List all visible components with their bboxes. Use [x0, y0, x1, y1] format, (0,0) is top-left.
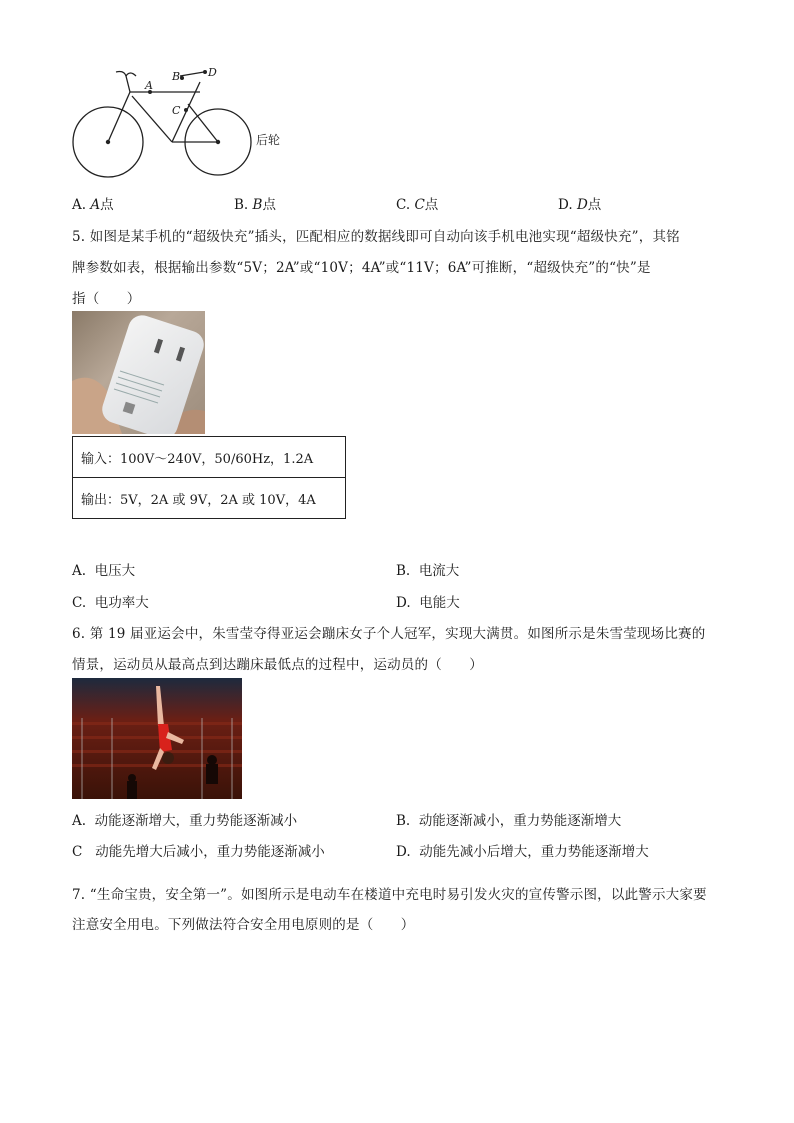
q6-option-d: D. 动能先减小后增大，重力势能逐渐增大	[396, 844, 649, 860]
q4-option-d: D. D点	[558, 197, 602, 213]
q7-stem-line2: 注意安全用电。下列做法符合安全用电原则的是（ ）	[72, 917, 415, 933]
label-a: A	[145, 79, 153, 92]
q4-option-a: A. A点	[72, 197, 114, 213]
trampoline-photo	[72, 678, 242, 799]
point-d	[203, 70, 207, 74]
q6-option-a: A. 动能逐渐增大，重力势能逐渐减小	[72, 813, 298, 829]
point-b	[180, 76, 184, 80]
q5-stem-line2: 牌参数如表，根据输出参数“5V；2A”或“10V；4A”或“11V；6A”可推断，“超级快充”的“快”是	[72, 260, 651, 276]
q5-option-c: C. 电功率大	[72, 595, 149, 611]
label-b: B	[172, 70, 181, 83]
label-d: D	[208, 66, 217, 79]
charger-spec-table	[72, 436, 346, 519]
q5-stem-line1: 5. 如图是某手机的“超级快充”插头，匹配相应的数据线即可自动向该手机电池实现“超级快充”，其铭	[72, 229, 680, 245]
label-rear-wheel: 后轮	[256, 133, 281, 147]
spec-output: 输出：5V，2A 或 9V，2A 或 10V，4A	[73, 478, 346, 519]
q5-option-d: D. 电能大	[396, 595, 460, 611]
q6-option-b: B. 动能逐渐减小，重力势能逐渐增大	[396, 813, 622, 829]
q7-stem-line1: 7. “生命宝贵，安全第一”。如图所示是电动车在楼道中充电时易引发火灾的宣传警示图，以此警示大家要	[72, 887, 707, 903]
charger-photo	[72, 311, 205, 434]
q6-stem-line2: 情景，运动员从最高点到达蹦床最低点的过程中，运动员的（ ）	[72, 657, 483, 673]
point-c	[184, 108, 188, 112]
bicycle-diagram	[68, 62, 308, 182]
q4-option-c: C. C点	[396, 197, 439, 213]
q5-option-b: B. 电流大	[396, 563, 460, 579]
q5-option-a: A. 电压大	[72, 563, 136, 579]
q5-stem-line3: 指（ ）	[72, 291, 141, 307]
spec-input: 输入：100V～240V，50/60Hz，1.2A	[73, 437, 346, 478]
q6-option-c: C 动能先增大后减小，重力势能逐渐减小	[72, 844, 325, 860]
label-c: C	[172, 104, 181, 117]
q6-stem-line1: 6. 第 19 届亚运会中，朱雪莹夺得亚运会蹦床女子个人冠军，实现大满贯。如图所示是朱雪莹现场比赛的	[72, 626, 706, 642]
q4-option-b: B. B点	[234, 197, 276, 213]
